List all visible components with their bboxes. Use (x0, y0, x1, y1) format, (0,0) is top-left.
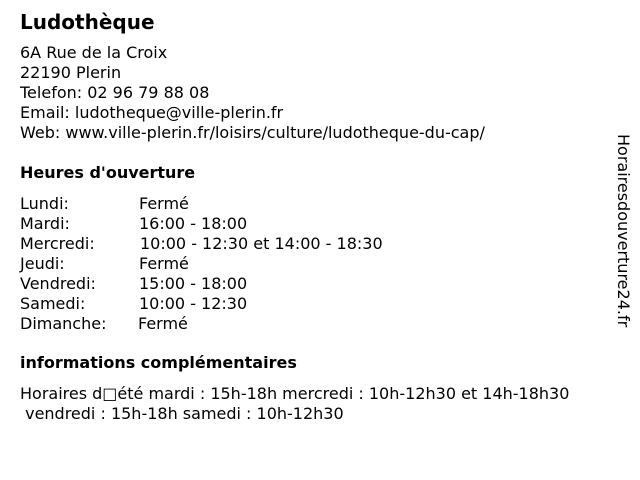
address-block (20, 43, 485, 143)
email-address: Email: ludotheque@ville-plerin.fr (20, 103, 284, 122)
day-label: Dimanche: (20, 314, 107, 333)
hours-value: Fermé (139, 254, 189, 273)
city: 22190 Plerin (20, 63, 122, 82)
day-label: Mardi: (20, 214, 70, 233)
day-label: Vendredi: (20, 274, 96, 293)
hours-value: 16:00 - 18:00 (139, 214, 248, 233)
hours-row-friday (20, 274, 440, 294)
opening-hours-heading: Heures d'ouverture (20, 163, 196, 182)
street-address: 6A Rue de la Croix (20, 43, 168, 62)
hours-row-saturday (20, 294, 440, 314)
day-label: Lundi: (20, 194, 69, 213)
hours-value: 10:00 - 12:30 (139, 294, 248, 313)
day-label: Samedi: (20, 294, 86, 313)
hours-row-thursday (20, 254, 440, 274)
hours-row-tuesday (20, 214, 440, 234)
additional-info-heading: informations complémentaires (20, 353, 297, 372)
hours-value: Fermé (138, 314, 188, 333)
hours-row-sunday (20, 314, 440, 334)
hours-value: Fermé (139, 194, 189, 213)
opening-hours-list (20, 194, 440, 334)
hours-value: 10:00 - 12:30 et 14:00 - 18:30 (140, 234, 383, 253)
hours-value: 15:00 - 18:00 (139, 274, 248, 293)
hours-row-wednesday (20, 234, 440, 254)
phone-number: Telefon: 02 96 79 88 08 (20, 83, 210, 102)
page-title: Ludothèque (20, 10, 155, 34)
watermark-text: Horairesdouverture24.fr (614, 134, 633, 328)
day-label: Mercredi: (20, 234, 95, 253)
day-label: Jeudi: (20, 254, 65, 273)
hours-row-monday (20, 194, 440, 214)
website-address: Web: www.ville-plerin.fr/loisirs/culture/ludotheque-du-cap/ (20, 123, 485, 142)
additional-info-text: Horaires d□été mardi : 15h-18h mercredi : 10h-12h30 et 14h-18h30 vendredi : 15h-18h samedi : 10h-12h30 (20, 384, 570, 423)
